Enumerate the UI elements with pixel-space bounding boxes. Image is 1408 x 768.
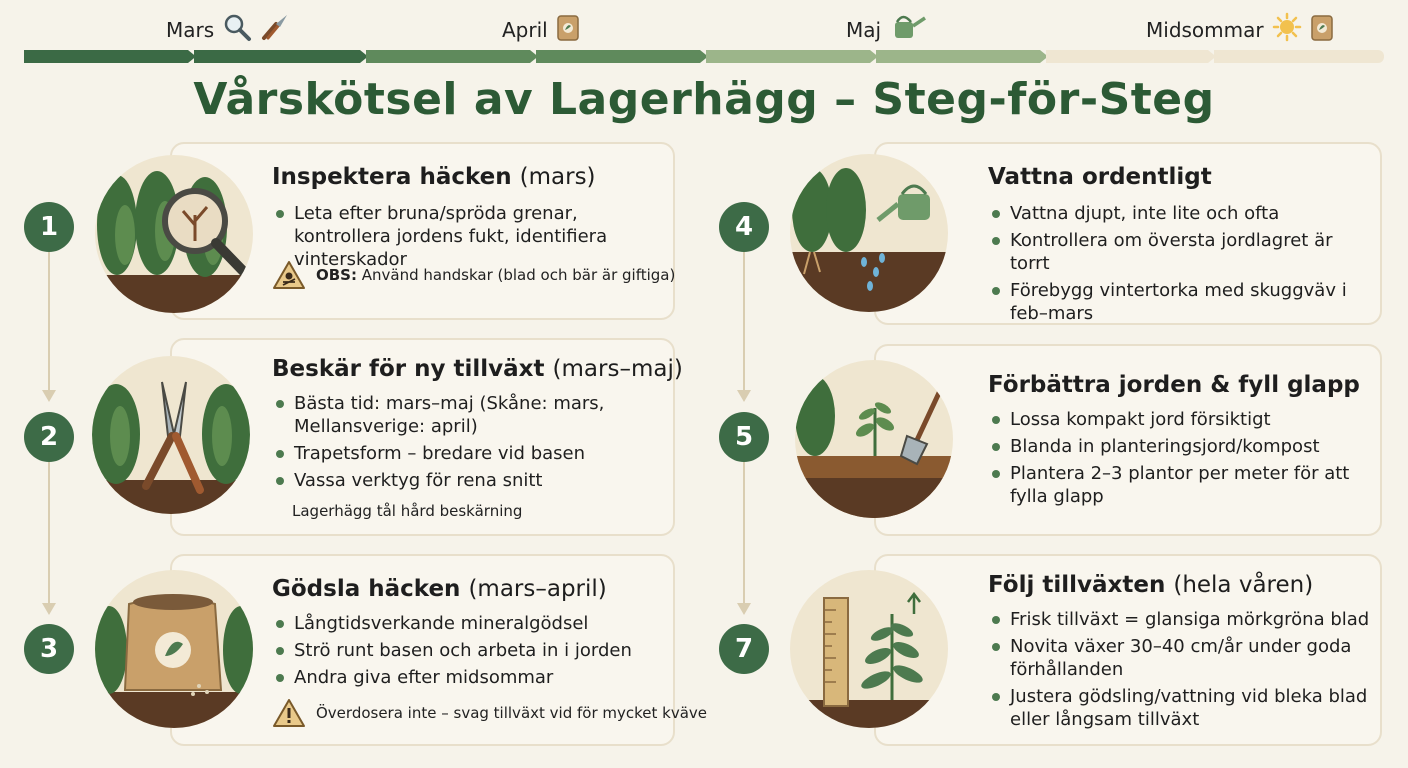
list-item: Trapetsform – bredare vid basen bbox=[274, 442, 669, 465]
step-4-illustration bbox=[790, 154, 948, 312]
step-connector bbox=[48, 252, 50, 392]
step-connector bbox=[743, 462, 745, 610]
list-item: Novita växer 30–40 cm/år under goda förhållanden bbox=[990, 635, 1375, 681]
fertilizer-bag-icon bbox=[1310, 12, 1334, 47]
list-item: Strö runt basen och arbeta in i jorden bbox=[274, 639, 669, 662]
watering-can-icon bbox=[889, 12, 929, 47]
arrow-down-icon bbox=[737, 603, 751, 615]
page-title: Vårskötsel av Lagerhägg – Steg-för-Steg bbox=[193, 74, 1215, 125]
step-3-bullets bbox=[274, 612, 669, 693]
list-item: Vassa verktyg för rena snitt bbox=[274, 469, 669, 492]
step-7-illustration bbox=[790, 570, 948, 728]
list-item: Blanda in planteringsjord/kompost bbox=[990, 435, 1375, 458]
step-number-2: 2 bbox=[24, 412, 74, 462]
step-4-bullets bbox=[990, 202, 1375, 329]
step-3-note: Överdosera inte – svag tillväxt vid för mycket kväve bbox=[272, 698, 707, 728]
step-connector bbox=[743, 252, 745, 392]
list-item: Bästa tid: mars–maj (Skåne: mars, Mellansverige: april) bbox=[274, 392, 669, 438]
list-item: Långtidsverkande mineralgödsel bbox=[274, 612, 669, 635]
timeline-month-maj: Maj bbox=[846, 12, 929, 47]
step-1-heading: Inspektera häcken (mars) bbox=[272, 164, 596, 190]
sun-icon bbox=[1272, 12, 1302, 47]
list-item: Förebygg vintertorka med skuggväv i feb–mars bbox=[990, 279, 1375, 325]
poison-warning-icon bbox=[272, 260, 306, 290]
timeline-progress-bar bbox=[24, 50, 1384, 63]
step-2-bullets bbox=[274, 392, 669, 496]
list-item: Plantera 2–3 plantor per meter för att fylla glapp bbox=[990, 462, 1375, 508]
list-item: Kontrollera om översta jordlagret är torrt bbox=[990, 229, 1375, 275]
list-item: Frisk tillväxt = glansiga mörkgröna blad bbox=[990, 608, 1375, 631]
list-item: Leta efter bruna/spröda grenar, kontrollera jordens fukt, identifiera vinterskador bbox=[274, 202, 669, 271]
step-number-4: 4 bbox=[719, 202, 769, 252]
step-5-heading: Förbättra jorden & fyll glapp bbox=[988, 372, 1360, 398]
warning-icon bbox=[272, 698, 306, 728]
arrow-down-icon bbox=[737, 390, 751, 402]
step-1-illustration bbox=[95, 155, 253, 313]
list-item: Justera gödsling/vattning vid bleka blad eller långsam tillväxt bbox=[990, 685, 1375, 731]
arrow-down-icon bbox=[42, 390, 56, 402]
step-4-heading: Vattna ordentligt bbox=[988, 164, 1212, 190]
timeline-month-midsommar: Midsommar bbox=[1146, 12, 1334, 47]
step-1-note: OBS: Använd handskar (blad och bär är giftiga) bbox=[272, 260, 675, 290]
magnifier-icon bbox=[222, 12, 252, 47]
step-number-7: 7 bbox=[719, 624, 769, 674]
list-item: Lossa kompakt jord försiktigt bbox=[990, 408, 1375, 431]
step-number-5: 5 bbox=[719, 412, 769, 462]
step-7-bullets bbox=[990, 608, 1375, 735]
step-2-illustration bbox=[92, 356, 250, 514]
list-item: Vattna djupt, inte lite och ofta bbox=[990, 202, 1375, 225]
step-5-bullets bbox=[990, 408, 1375, 512]
season-timeline bbox=[24, 6, 1384, 62]
timeline-month-mars: Mars bbox=[166, 12, 290, 47]
pruning-shears-icon bbox=[260, 12, 290, 47]
step-number-3: 3 bbox=[24, 624, 74, 674]
step-3-heading: Gödsla häcken (mars–april) bbox=[272, 576, 607, 602]
step-connector bbox=[48, 462, 50, 610]
arrow-down-icon bbox=[42, 603, 56, 615]
step-2-note: Lagerhägg tål hård beskärning bbox=[292, 502, 523, 520]
timeline-month-april: April bbox=[502, 12, 580, 47]
list-item: Andra giva efter midsommar bbox=[274, 666, 669, 689]
step-7-heading: Följ tillväxten (hela våren) bbox=[988, 572, 1314, 598]
step-card-7 bbox=[874, 554, 1382, 746]
step-2-heading: Beskär för ny tillväxt (mars–maj) bbox=[272, 356, 683, 382]
step-3-illustration bbox=[95, 570, 253, 728]
step-card-4 bbox=[874, 142, 1382, 325]
fertilizer-bag-icon bbox=[556, 12, 580, 47]
step-5-illustration bbox=[795, 360, 953, 518]
step-number-1: 1 bbox=[24, 202, 74, 252]
